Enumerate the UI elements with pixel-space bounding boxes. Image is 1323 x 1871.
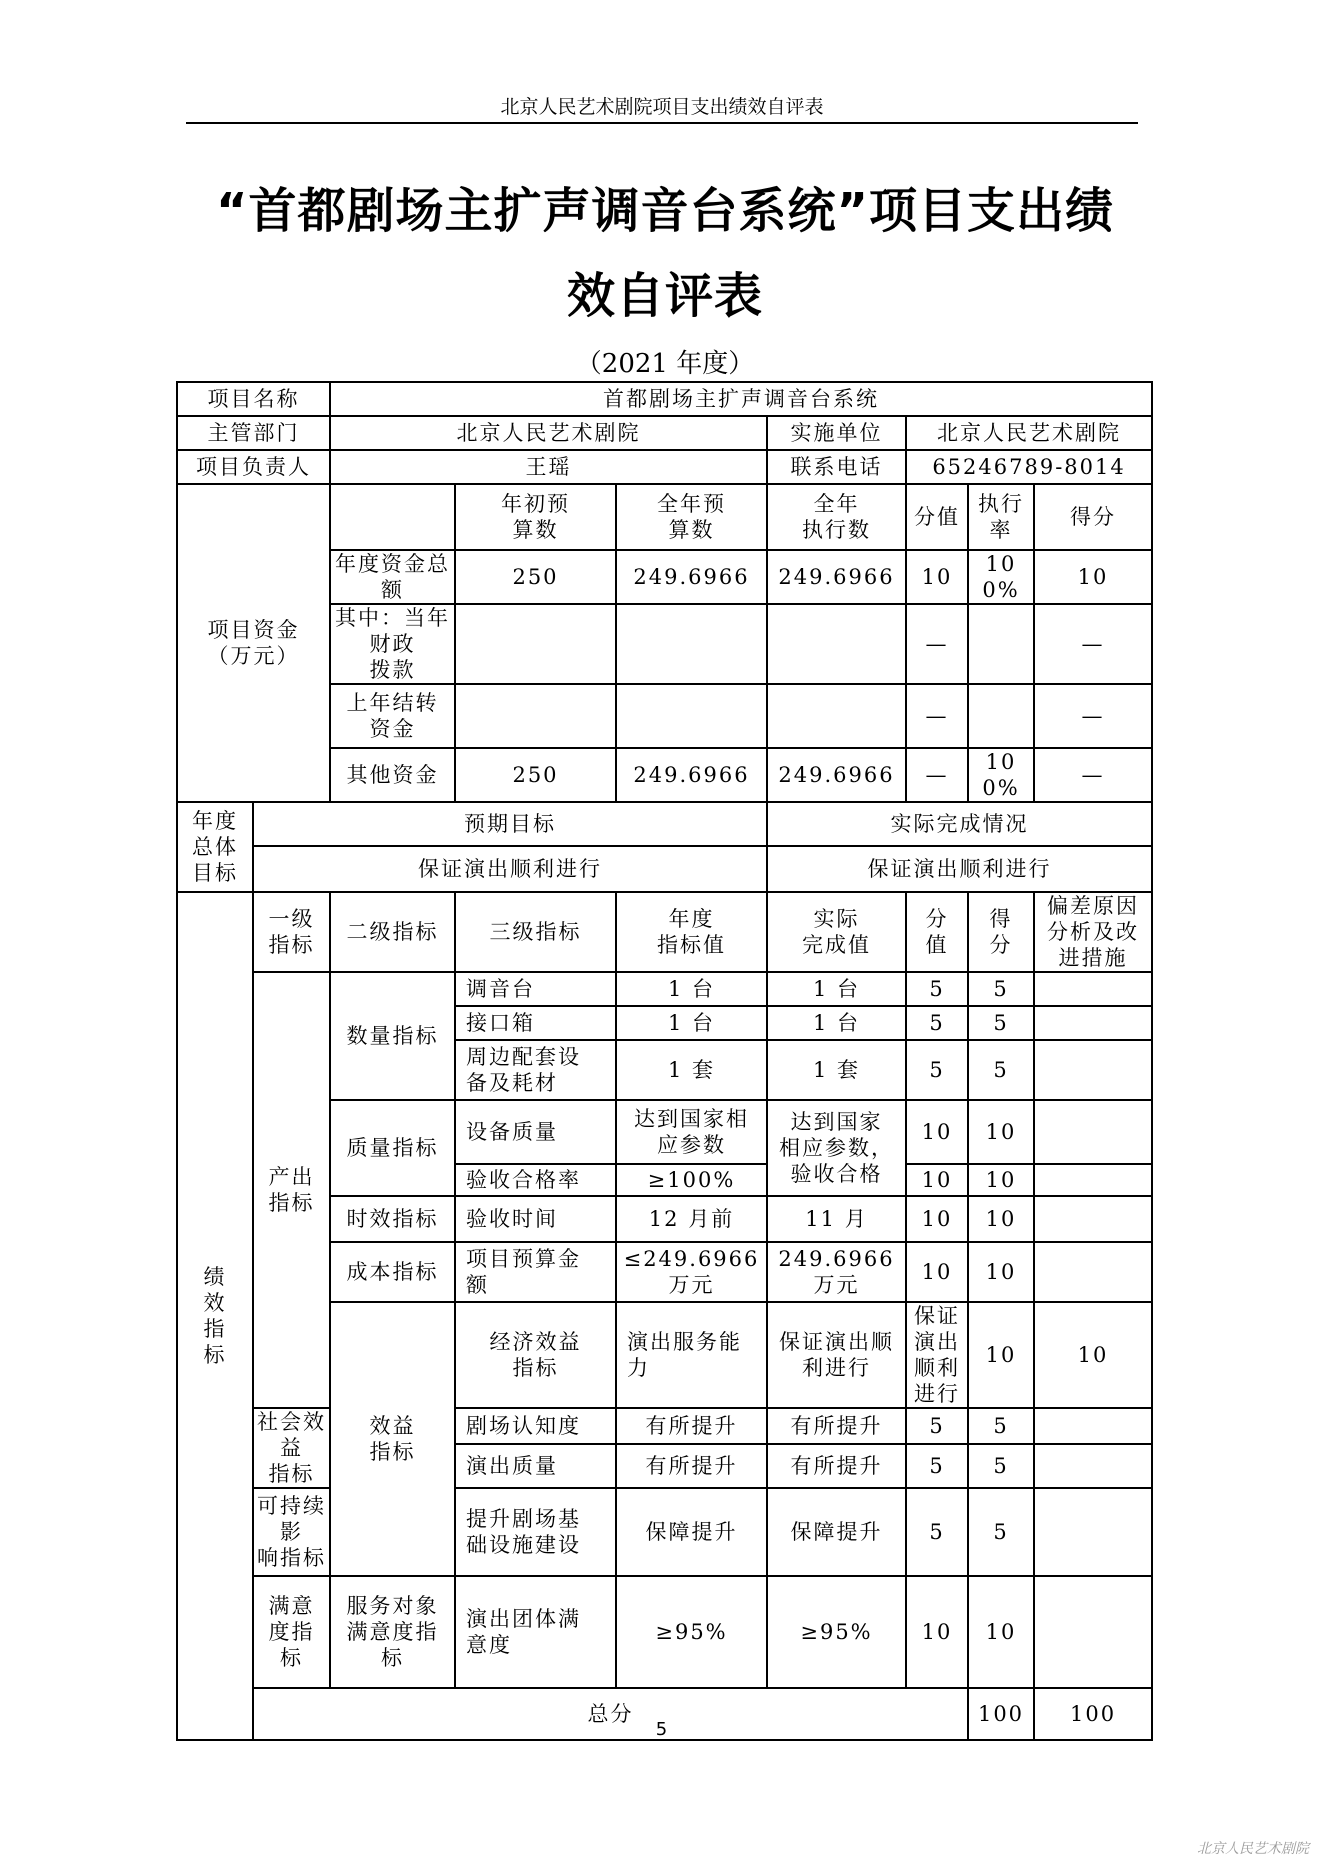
funds-cell: — <box>906 748 968 802</box>
funds-header: 全年预 算数 <box>616 484 767 550</box>
target: 保障提升 <box>616 1488 767 1576</box>
actual: 11 月 <box>767 1196 906 1242</box>
score: 5 <box>906 1444 968 1488</box>
got: 5 <box>968 972 1034 1006</box>
target: 12 月前 <box>616 1196 767 1242</box>
indicator: 调音台 <box>455 972 616 1006</box>
funds-row-label: 年度资金总额 <box>330 550 455 604</box>
score: 5 <box>906 972 968 1006</box>
indicator: 设备质量 <box>455 1100 616 1164</box>
actual: 1 台 <box>767 972 906 1006</box>
perf-header: 一级 指标 <box>253 892 330 972</box>
perf-header: 得 分 <box>968 892 1034 972</box>
actual: 有所提升 <box>767 1408 906 1444</box>
impl-label: 实施单位 <box>767 416 906 450</box>
cost-label: 成本指标 <box>330 1242 455 1302</box>
actual: 1 台 <box>767 1006 906 1040</box>
funds-header: 执行 率 <box>968 484 1034 550</box>
phone-label: 联系电话 <box>767 450 906 484</box>
benefit-label: 效益 指标 <box>330 1302 455 1576</box>
funds-cell <box>455 684 616 748</box>
funds-cell <box>968 684 1034 748</box>
indicator: 接口箱 <box>455 1006 616 1040</box>
score: 10 <box>906 1164 968 1196</box>
social-label: 社会效益 指标 <box>253 1408 330 1488</box>
target: 1 套 <box>616 1040 767 1100</box>
deviation <box>1034 1196 1152 1242</box>
got: 5 <box>968 1488 1034 1576</box>
page-number: 5 <box>655 1719 668 1740</box>
score: 10 <box>906 1242 968 1302</box>
funds-cell: 249.6966 <box>767 748 906 802</box>
deviation <box>1034 1100 1152 1164</box>
deviation <box>1034 1488 1152 1576</box>
funds-header: 全年 执行数 <box>767 484 906 550</box>
expected-goal: 保证演出顺利进行 <box>253 846 767 892</box>
got: 10 <box>968 1196 1034 1242</box>
indicator: 剧场认知度 <box>455 1408 616 1444</box>
got: 10 <box>968 1242 1034 1302</box>
dept-value: 北京人民艺术剧院 <box>330 416 767 450</box>
target: 保证演出顺 利进行 <box>767 1302 906 1408</box>
deviation <box>1034 1242 1152 1302</box>
perf-header: 分 值 <box>906 892 968 972</box>
funds-cell <box>767 604 906 684</box>
score: 5 <box>906 1408 968 1444</box>
expected-goal-header: 预期目标 <box>253 802 767 846</box>
actual: 保障提升 <box>767 1488 906 1576</box>
doc-title-line2: 效自评表 <box>566 268 763 324</box>
funds-cell: 100% <box>968 550 1034 604</box>
sustain-label: 可持续影 响指标 <box>253 1488 330 1576</box>
funds-header: 年初预 算数 <box>455 484 616 550</box>
funds-header: 得分 <box>1034 484 1152 550</box>
actual-goal-header: 实际完成情况 <box>767 802 1152 846</box>
perf-header: 偏差原因 分析及改 进措施 <box>1034 892 1152 972</box>
funds-cell: — <box>906 604 968 684</box>
deviation <box>1034 1040 1152 1100</box>
service-label: 服务对象 满意度指 标 <box>330 1576 455 1688</box>
quality-actual: 达到国家 相应参数， 验收合格 <box>767 1100 906 1196</box>
year-label: （2021 年度） <box>575 349 755 379</box>
funds-cell: — <box>1034 604 1152 684</box>
score: 5 <box>906 1040 968 1100</box>
funds-row-label: 其中：当年财政 拨款 <box>330 604 455 684</box>
funds-header-blank <box>330 484 455 550</box>
funds-cell: 10 <box>1034 550 1152 604</box>
actual: 1 套 <box>767 1040 906 1100</box>
funds-cell <box>616 684 767 748</box>
deviation <box>1034 1164 1152 1196</box>
qty-label: 数量指标 <box>330 972 455 1100</box>
indicator: 验收时间 <box>455 1196 616 1242</box>
target: ≥100% <box>616 1164 767 1196</box>
indicator: 项目预算金 额 <box>455 1242 616 1302</box>
deviation <box>1034 1444 1152 1488</box>
target: 有所提升 <box>616 1444 767 1488</box>
total-score: 100 <box>968 1688 1034 1740</box>
deviation <box>1034 1006 1152 1040</box>
evaluation-table <box>176 381 1153 1741</box>
target: 1 台 <box>616 1006 767 1040</box>
funds-cell: — <box>1034 684 1152 748</box>
got: 10 <box>968 1576 1034 1688</box>
got: 10 <box>968 1164 1034 1196</box>
goals-label: 年度 总体 目标 <box>177 802 253 892</box>
actual: 有所提升 <box>767 1444 906 1488</box>
project-name-label: 项目名称 <box>177 382 330 416</box>
funds-cell <box>968 604 1034 684</box>
score: 10 <box>906 1576 968 1688</box>
funds-cell: 249.6966 <box>616 748 767 802</box>
deviation <box>1034 1408 1152 1444</box>
score: 10 <box>968 1302 1034 1408</box>
funds-row-label: 其他资金 <box>330 748 455 802</box>
actual-goal: 保证演出顺利进行 <box>767 846 1152 892</box>
got: 5 <box>968 1408 1034 1444</box>
score: 10 <box>906 1196 968 1242</box>
indicator: 周边配套设 备及耗材 <box>455 1040 616 1100</box>
actual: 保证演出 顺利进行 <box>906 1302 968 1408</box>
econ-label: 经济效益 指标 <box>455 1302 616 1408</box>
owner-label: 项目负责人 <box>177 450 330 484</box>
impl-value: 北京人民艺术剧院 <box>906 416 1152 450</box>
funds-cell: — <box>1034 748 1152 802</box>
total-label: 总分 <box>253 1688 968 1740</box>
got: 10 <box>1034 1302 1152 1408</box>
funds-cell <box>616 604 767 684</box>
phone-value: 65246789-8014 <box>906 450 1152 484</box>
project-name-value: 首都剧场主扩声调音台系统 <box>330 382 1152 416</box>
perf-header: 实际 完成值 <box>767 892 906 972</box>
score: 10 <box>906 1100 968 1164</box>
quality-label: 质量指标 <box>330 1100 455 1196</box>
funds-cell: 250 <box>455 550 616 604</box>
target: ≤249.6966 万元 <box>616 1242 767 1302</box>
total-got: 100 <box>1034 1688 1152 1740</box>
perf-header: 三级指标 <box>455 892 616 972</box>
got: 10 <box>968 1100 1034 1164</box>
funds-label: 项目资金 （万元） <box>177 484 330 802</box>
funds-header: 分值 <box>906 484 968 550</box>
indicator: 演出团体满 意度 <box>455 1576 616 1688</box>
actual: 249.6966 万元 <box>767 1242 906 1302</box>
time-label: 时效指标 <box>330 1196 455 1242</box>
funds-cell: — <box>906 684 968 748</box>
score: 5 <box>906 1488 968 1576</box>
got: 5 <box>968 1040 1034 1100</box>
got: 5 <box>968 1006 1034 1040</box>
watermark-logo: 北京人民艺术剧院 <box>1197 1841 1309 1857</box>
indicator: 验收合格率 <box>455 1164 616 1196</box>
header-rule <box>186 122 1138 124</box>
output-label: 产出 指标 <box>253 972 330 1408</box>
dept-label: 主管部门 <box>177 416 330 450</box>
perf-label: 绩 效 指 标 <box>177 892 253 1740</box>
satisfaction-label: 满意 度指 标 <box>253 1576 330 1688</box>
funds-cell: 249.6966 <box>616 550 767 604</box>
funds-cell <box>455 604 616 684</box>
target: 有所提升 <box>616 1408 767 1444</box>
actual: ≥95% <box>767 1576 906 1688</box>
funds-cell: 250 <box>455 748 616 802</box>
funds-cell <box>767 684 906 748</box>
target: ≥95% <box>616 1576 767 1688</box>
funds-cell: 100% <box>968 748 1034 802</box>
deviation <box>1034 1576 1152 1688</box>
indicator: 提升剧场基 础设施建设 <box>455 1488 616 1576</box>
owner-value: 王瑶 <box>330 450 767 484</box>
doc-title-line1: “首都剧场主扩声调音台系统”项目支出绩 <box>215 183 1115 239</box>
indicator: 演出质量 <box>455 1444 616 1488</box>
got: 5 <box>968 1444 1034 1488</box>
perf-header: 二级指标 <box>330 892 455 972</box>
funds-cell: 10 <box>906 550 968 604</box>
indicator: 演出服务能 力 <box>616 1302 767 1408</box>
deviation <box>1034 972 1152 1006</box>
target: 1 台 <box>616 972 767 1006</box>
target: 达到国家相 应参数 <box>616 1100 767 1164</box>
funds-cell: 249.6966 <box>767 550 906 604</box>
running-header: 北京人民艺术剧院项目支出绩效自评表 <box>500 96 824 118</box>
funds-row-label: 上年结转 资金 <box>330 684 455 748</box>
score: 5 <box>906 1006 968 1040</box>
perf-header: 年度 指标值 <box>616 892 767 972</box>
